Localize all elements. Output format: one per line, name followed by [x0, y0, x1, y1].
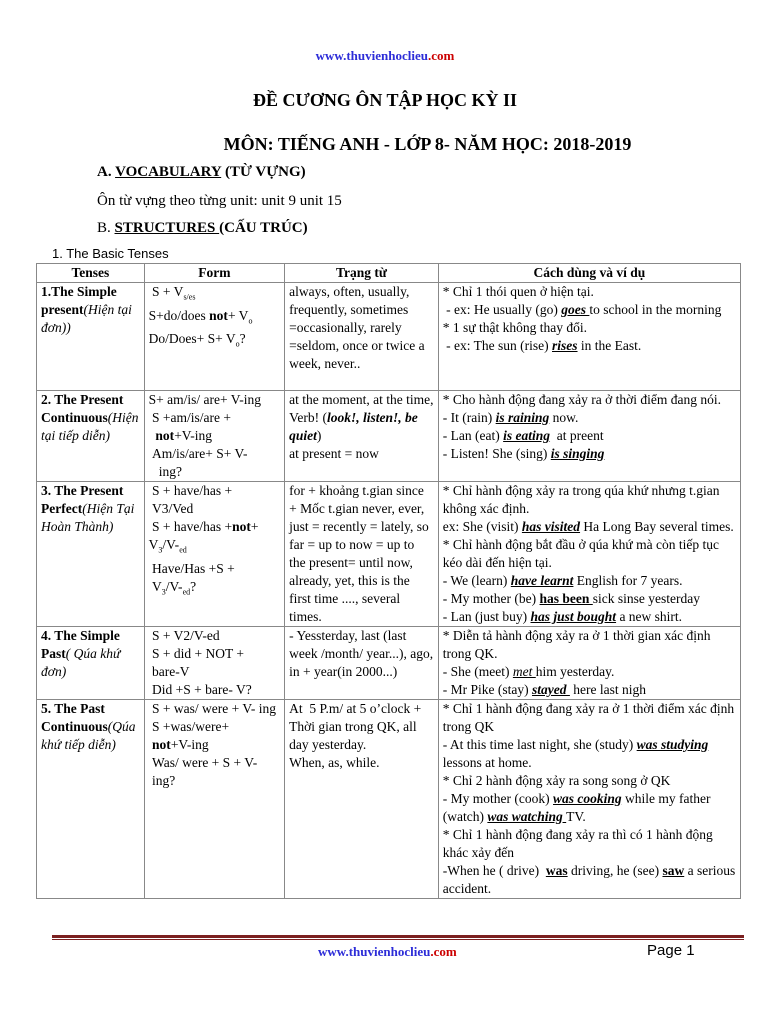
page-number: Page 1: [647, 942, 695, 959]
tense-name: 5. The Past Continuous(Qúa khứ tiếp diễn): [37, 700, 145, 899]
tense-usage: * Diễn tả hành động xảy ra ở 1 thời gian xác định trong QK. - She (meet) met him yesterday. - Mr Pike (stay) stayed here last nigh: [438, 627, 740, 700]
tense-form: S + was/ were + V- ing S +was/were+ not+V-ing Was/ were + S + V- ing?: [144, 700, 284, 899]
tense-name: 3. The Present Perfect(Hiện Tại Hoàn Thành): [37, 482, 145, 627]
footer-divider-thin: [52, 939, 744, 940]
table-row: [37, 627, 741, 700]
tense-form: S + have/has + V3/Ved S + have/has $+not+ V_3/V-_{ed}$ Have/Has +S + $V_3/V-_{ed}$?: [144, 482, 284, 627]
document-subtitle: MÔN: TIẾNG ANH - LỚP 8- NĂM HỌC: 2018-2019: [223, 134, 632, 154]
table-row: [37, 283, 741, 391]
table-row: [37, 700, 741, 899]
vocab-line: Ôn từ vựng theo từng unit: unit 9 unit 15: [97, 193, 342, 209]
tense-adverbs: at the moment, at the time, Verb! (look!, listen!, be quiet) at present = now: [285, 391, 439, 482]
tense-adverbs: always, often, usually, frequently, sometimes =occasionally, rarely =seldom, once or twice a week, never..: [285, 283, 439, 391]
footer-site-link[interactable]: www.thuvienhoclieu.com: [318, 944, 457, 959]
header-site-link[interactable]: www.thuvienhoclieu.com: [315, 48, 455, 63]
col-header: Tenses: [37, 264, 145, 283]
tense-adverbs: At 5 P.m/ at 5 o’clock + Thời gian trong QK, all day yesterday. When, as, while.: [285, 700, 439, 899]
tense-usage: * Chỉ 1 thói quen ở hiện tại. - ex: He usually (go) goes to school in the morning * 1 sự thật không thay đổi. - ex: The sun (rise) rises in the East.: [438, 283, 740, 391]
tense-name: 4. The Simple Past( Qúa khứ đơn): [37, 627, 145, 700]
document-title: ĐỀ CƯƠNG ÔN TẬP HỌC KỲ II: [252, 90, 518, 110]
col-header: Trạng từ: [285, 264, 439, 283]
tense-usage: * Chỉ 1 hành động đang xảy ra ở 1 thời điểm xác định trong QK - At this time last night, she (study) was studying lessons at home. * Chỉ 2 hành động xảy ra song song ở QK - My mother (cook) was cooking while my father (watch) was watching TV. * Chỉ 1 hành động đang xảy ra thì có 1 hành động khác xảy đến -When he ( drive) was driving, he (see) saw a serious accident.: [438, 700, 740, 899]
table-header-row: [37, 264, 741, 283]
footer-divider: [52, 935, 744, 938]
tense-form: S + V2/V-ed S + did + NOT + bare-V Did +S + bare- V?: [144, 627, 284, 700]
tense-form: $S + V_{s/es}$ S+do/does $not+ V_o$ Do/Does+ $S+ V_o$?: [144, 283, 284, 391]
tense-usage: * Cho hành động đang xảy ra ở thời điểm đang nói. - It (rain) is raining now. - Lan (eat) is eating at preent - Listen! She (sing) is singing: [438, 391, 740, 482]
basic-tenses-heading: 1. The Basic Tenses: [52, 246, 169, 261]
table-row: [37, 391, 741, 482]
col-header: Cách dùng và ví dụ: [438, 264, 740, 283]
tense-usage: * Chỉ hành động xảy ra trong qúa khứ nhưng t.gian không xác định. ex: She (visit) has visited Ha Long Bay several times. * Chỉ hành động bắt đầu ở qúa khứ mà còn tiếp tục kéo dài đến hiện tại. - We (learn) have learnt English for 7 years. - My mother (be) has been sick sinse yesterday - Lan (just buy) has just bought a new shirt.: [438, 482, 740, 627]
tense-name: 1.The Simple present(Hiện tại đơn)): [37, 283, 145, 391]
tense-adverbs: for + khoảng t.gian since + Mốc t.gian never, ever, just = recently = lately, so far = up to now = up to the present= until now, already, yet, this is the first time ...., several times.: [285, 482, 439, 627]
tense-adverbs: - Yessterday, last (last week /month/ year...), ago, in + year(in 2000...): [285, 627, 439, 700]
tense-name: 2. The Present Continuous(Hiện tại tiếp diễn): [37, 391, 145, 482]
section-b-heading: B. STRUCTURES (CẤU TRÚC): [97, 220, 308, 236]
tense-form: S+ am/is/ are+ V-ing S +am/is/are + not+V-ing Am/is/are+ S+ V- ing?: [144, 391, 284, 482]
col-header: Form: [144, 264, 284, 283]
table-row: [37, 482, 741, 627]
section-a-heading: A. VOCABULARY (TỪ VỰNG): [97, 164, 306, 180]
tenses-table: [36, 263, 741, 899]
